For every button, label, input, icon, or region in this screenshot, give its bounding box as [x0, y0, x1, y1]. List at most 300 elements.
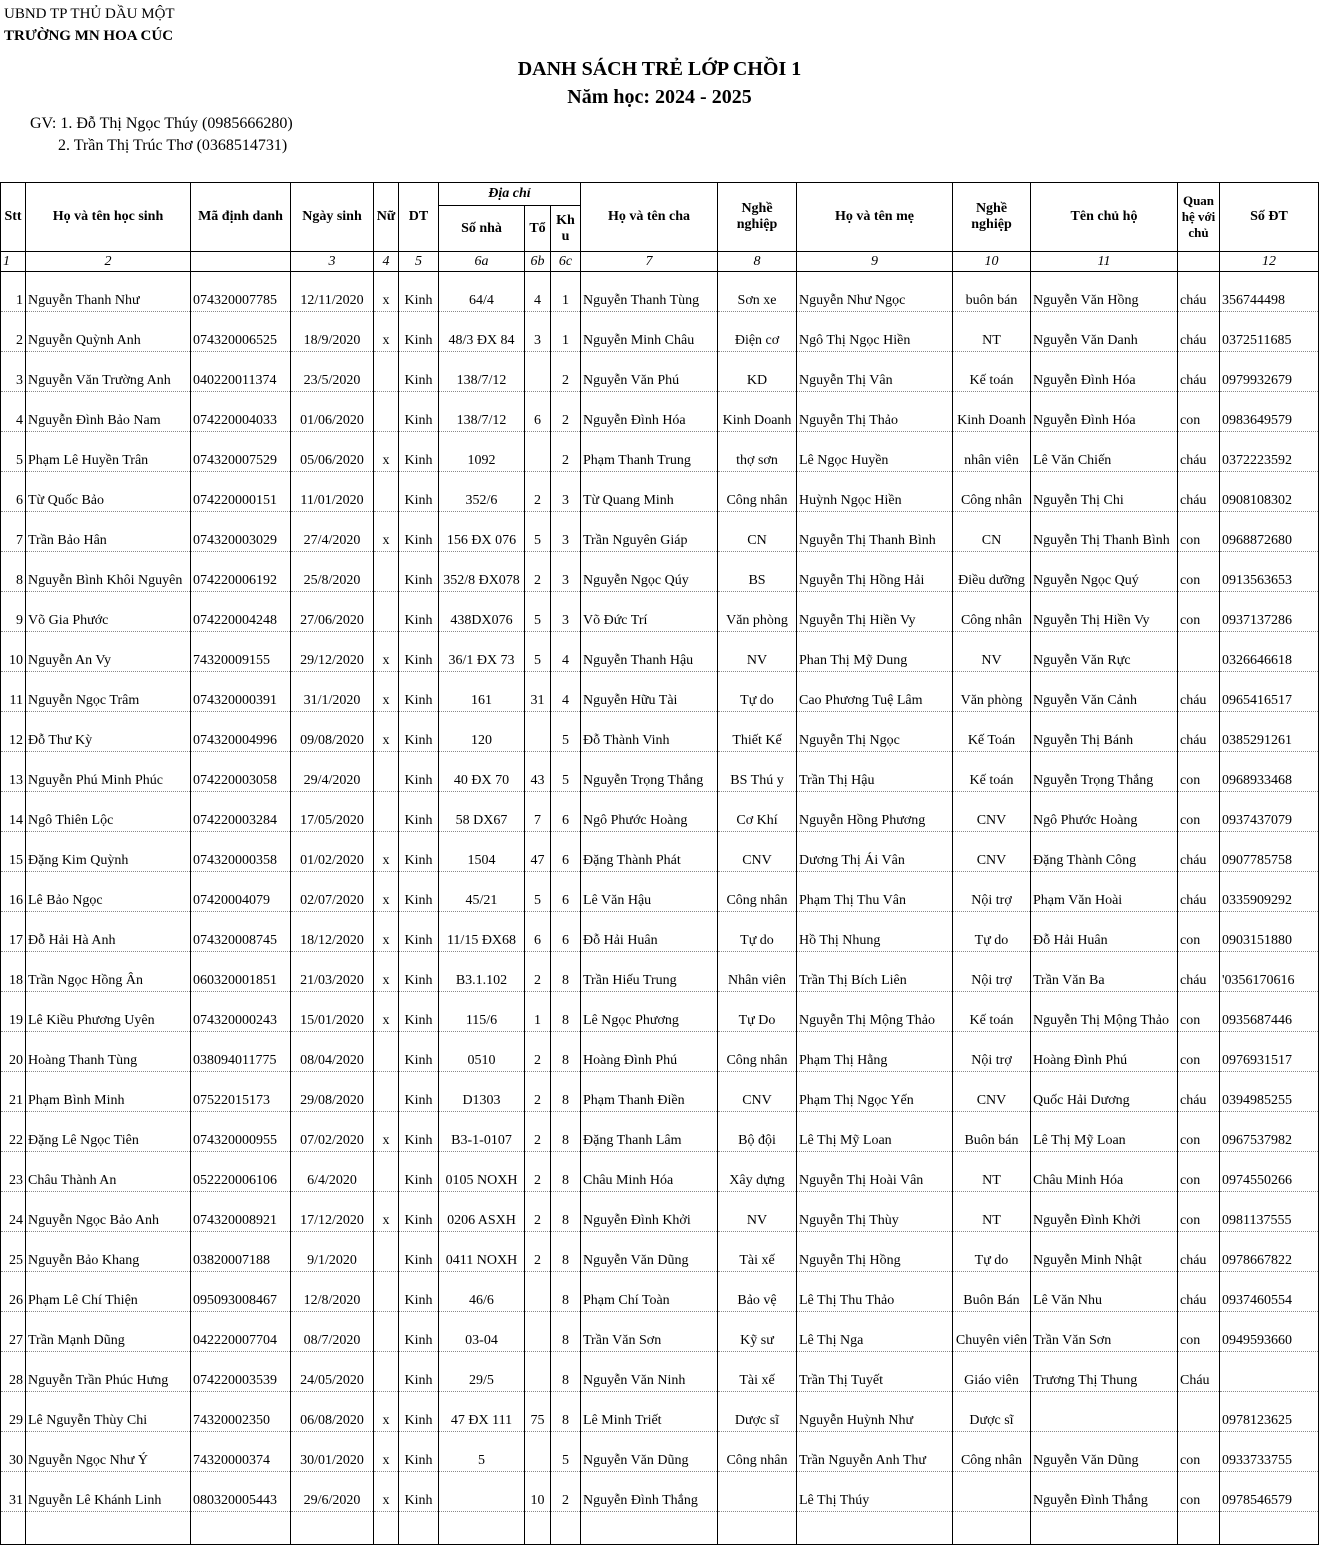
cell-mother: Nguyễn Thị Mộng Thảo: [797, 992, 953, 1032]
cell-ethnic: Kinh: [399, 1432, 439, 1472]
empty-cell: [525, 1512, 551, 1545]
cell-phone: 356744498: [1220, 272, 1319, 312]
table-row: [1, 1072, 1319, 1112]
col-to: Tổ: [525, 206, 551, 252]
cell-mother-job: CNV: [953, 1072, 1031, 1112]
cell-father: Nguyễn Trọng Thắng: [581, 752, 718, 792]
column-number: 12: [1220, 252, 1319, 272]
cell-mother-job: NT: [953, 1192, 1031, 1232]
cell-student-name: Châu Thành An: [26, 1152, 191, 1192]
cell-to: 2: [525, 472, 551, 512]
cell-stt: 21: [1, 1072, 26, 1112]
cell-father-job: Tài xế: [718, 1352, 797, 1392]
cell-female: x: [374, 1112, 399, 1152]
cell-id: 74320000374: [191, 1432, 291, 1472]
cell-father-job: Sơn xe: [718, 272, 797, 312]
cell-mother: Ngô Thị Ngọc Hiền: [797, 312, 953, 352]
cell-to: 2: [525, 952, 551, 992]
cell-student-name: Trần Mạnh Dũng: [26, 1312, 191, 1352]
cell-relation: cháu: [1178, 352, 1220, 392]
cell-khu: 8: [551, 1392, 581, 1432]
cell-female: x: [374, 272, 399, 312]
cell-stt: 2: [1, 312, 26, 352]
cell-mother: Nguyễn Thị Thùy: [797, 1192, 953, 1232]
cell-dob: 9/1/2020: [291, 1232, 374, 1272]
table-row: [1, 712, 1319, 752]
column-number: 6c: [551, 252, 581, 272]
cell-father-job: CNV: [718, 832, 797, 872]
cell-relation: cháu: [1178, 1072, 1220, 1112]
school-name: TRƯỜNG MN HOA CÚC: [4, 28, 174, 44]
empty-cell: [551, 1512, 581, 1545]
cell-father-job: thợ sơn: [718, 432, 797, 472]
cell-stt: 17: [1, 912, 26, 952]
cell-dob: 25/8/2020: [291, 552, 374, 592]
cell-khu: 1: [551, 272, 581, 312]
cell-household: Phạm Văn Hoài: [1031, 872, 1178, 912]
cell-house-no: 46/6: [439, 1272, 525, 1312]
cell-phone: [1220, 1352, 1319, 1392]
column-number: 11: [1031, 252, 1178, 272]
empty-cell: [718, 1512, 797, 1545]
cell-khu: 3: [551, 472, 581, 512]
cell-id: 074320004996: [191, 712, 291, 752]
cell-to: 5: [525, 872, 551, 912]
cell-female: [374, 792, 399, 832]
cell-relation: [1178, 632, 1220, 672]
cell-female: [374, 1352, 399, 1392]
teacher-line-2: 2. Trần Thị Trúc Thơ (0368514731): [58, 137, 288, 154]
cell-father-job: Kỹ sư: [718, 1312, 797, 1352]
cell-father-job: KD: [718, 352, 797, 392]
cell-student-name: Nguyễn Quỳnh Anh: [26, 312, 191, 352]
cell-house-no: 0510: [439, 1032, 525, 1072]
cell-house-no: 156 ĐX 076: [439, 512, 525, 552]
table-row: [1, 912, 1319, 952]
cell-house-no: 5: [439, 1432, 525, 1472]
cell-stt: 6: [1, 472, 26, 512]
cell-id: 03820007188: [191, 1232, 291, 1272]
cell-id: 080320005443: [191, 1472, 291, 1512]
cell-khu: 8: [551, 1032, 581, 1072]
cell-mother-job: Công nhân: [953, 592, 1031, 632]
cell-household: Nguyễn Văn Cảnh: [1031, 672, 1178, 712]
cell-ethnic: Kinh: [399, 1312, 439, 1352]
cell-mother: Lê Ngọc Huyền: [797, 432, 953, 472]
cell-id: 074320000243: [191, 992, 291, 1032]
cell-mother-job: NT: [953, 1152, 1031, 1192]
cell-id: 074320008921: [191, 1192, 291, 1232]
cell-mother: Lê Thị Thu Thảo: [797, 1272, 953, 1312]
cell-to: 2: [525, 1112, 551, 1152]
cell-household: Đỗ Hải Huân: [1031, 912, 1178, 952]
cell-stt: 22: [1, 1112, 26, 1152]
col-house-no: Số nhà: [439, 206, 525, 252]
cell-phone: 0976931517: [1220, 1032, 1319, 1072]
cell-house-no: 0206 ASXH: [439, 1192, 525, 1232]
cell-house-no: 120: [439, 712, 525, 752]
table-row: [1, 1272, 1319, 1312]
empty-row: [1, 1512, 1319, 1545]
cell-mother: Hồ Thị Nhung: [797, 912, 953, 952]
cell-household: Trần Văn Ba: [1031, 952, 1178, 992]
cell-household: Nguyễn Đình Hóa: [1031, 392, 1178, 432]
cell-household: Nguyễn Văn Danh: [1031, 312, 1178, 352]
cell-phone: 0981137555: [1220, 1192, 1319, 1232]
school-year: Năm học: 2024 - 2025: [567, 86, 752, 108]
cell-id: 042220007704: [191, 1312, 291, 1352]
cell-relation: cháu: [1178, 312, 1220, 352]
cell-phone: 0983649579: [1220, 392, 1319, 432]
cell-house-no: 1092: [439, 432, 525, 472]
cell-household: Đặng Thành Công: [1031, 832, 1178, 872]
cell-household: Lê Thị Mỹ Loan: [1031, 1112, 1178, 1152]
cell-female: x: [374, 992, 399, 1032]
cell-ethnic: Kinh: [399, 1352, 439, 1392]
cell-mother: Nguyễn Thị Hồng: [797, 1232, 953, 1272]
table-row: [1, 1312, 1319, 1352]
cell-ethnic: Kinh: [399, 1232, 439, 1272]
cell-khu: 8: [551, 952, 581, 992]
cell-phone: 0935687446: [1220, 992, 1319, 1032]
table-header: [1, 183, 1319, 272]
cell-relation: cháu: [1178, 1272, 1220, 1312]
cell-mother-job: CNV: [953, 832, 1031, 872]
cell-id: 074220006192: [191, 552, 291, 592]
cell-student-name: Lê Kiều Phương Uyên: [26, 992, 191, 1032]
cell-dob: 24/05/2020: [291, 1352, 374, 1392]
cell-female: [374, 1072, 399, 1112]
cell-father-job: Cơ Khí: [718, 792, 797, 832]
cell-house-no: B3.1.102: [439, 952, 525, 992]
cell-dob: 18/12/2020: [291, 912, 374, 952]
cell-mother-job: NV: [953, 632, 1031, 672]
cell-id: 074220003284: [191, 792, 291, 832]
cell-student-name: Nguyễn Trần Phúc Hưng: [26, 1352, 191, 1392]
cell-to: 5: [525, 512, 551, 552]
cell-household: Ngô Phước Hoàng: [1031, 792, 1178, 832]
cell-phone: 0978667822: [1220, 1232, 1319, 1272]
cell-mother-job: nhân viên: [953, 432, 1031, 472]
cell-stt: 18: [1, 952, 26, 992]
cell-ethnic: Kinh: [399, 792, 439, 832]
col-phone: Số ĐT: [1220, 183, 1319, 252]
cell-id: 074320008745: [191, 912, 291, 952]
cell-relation: con: [1178, 1032, 1220, 1072]
agency-name: UBND TP THỦ DẦU MỘT: [4, 6, 175, 22]
cell-female: x: [374, 632, 399, 672]
table-row: [1, 552, 1319, 592]
cell-phone: 0385291261: [1220, 712, 1319, 752]
cell-mother-job: Kế toán: [953, 352, 1031, 392]
cell-student-name: Nguyễn Văn Trường Anh: [26, 352, 191, 392]
cell-father: Lê Văn Hậu: [581, 872, 718, 912]
cell-mother: Nguyễn Thị Thanh Bình: [797, 512, 953, 552]
cell-father: Nguyễn Văn Dũng: [581, 1232, 718, 1272]
cell-to: 2: [525, 552, 551, 592]
cell-dob: 17/12/2020: [291, 1192, 374, 1232]
cell-female: [374, 1232, 399, 1272]
cell-dob: 18/9/2020: [291, 312, 374, 352]
cell-mother: Nguyễn Thị Hồng Hải: [797, 552, 953, 592]
cell-household: Nguyễn Thị Chi: [1031, 472, 1178, 512]
cell-to: 5: [525, 632, 551, 672]
cell-mother-job: Văn phòng: [953, 672, 1031, 712]
cell-student-name: Phạm Lê Chí Thiện: [26, 1272, 191, 1312]
cell-female: x: [374, 672, 399, 712]
cell-female: x: [374, 872, 399, 912]
cell-ethnic: Kinh: [399, 912, 439, 952]
cell-student-name: Đỗ Hải Hà Anh: [26, 912, 191, 952]
cell-ethnic: Kinh: [399, 432, 439, 472]
cell-father: Đỗ Hải Huân: [581, 912, 718, 952]
cell-house-no: [439, 1472, 525, 1512]
column-number: 4: [374, 252, 399, 272]
table-row: [1, 1352, 1319, 1392]
cell-stt: 10: [1, 632, 26, 672]
cell-father-job: [718, 1472, 797, 1512]
cell-stt: 29: [1, 1392, 26, 1432]
cell-student-name: Đặng Kim Quỳnh: [26, 832, 191, 872]
cell-id: 74320009155: [191, 632, 291, 672]
cell-ethnic: Kinh: [399, 472, 439, 512]
cell-id: 074320000391: [191, 672, 291, 712]
column-number: 3: [291, 252, 374, 272]
table-row: [1, 592, 1319, 632]
table-row: [1, 1232, 1319, 1272]
table-row: [1, 1432, 1319, 1472]
cell-khu: 3: [551, 592, 581, 632]
cell-dob: 12/11/2020: [291, 272, 374, 312]
cell-house-no: 438DX076: [439, 592, 525, 632]
table-row: [1, 672, 1319, 712]
cell-ethnic: Kinh: [399, 312, 439, 352]
cell-stt: 28: [1, 1352, 26, 1392]
cell-ethnic: Kinh: [399, 1152, 439, 1192]
cell-student-name: Nguyễn Thanh Như: [26, 272, 191, 312]
cell-student-name: Ngô Thiên Lộc: [26, 792, 191, 832]
cell-student-name: Nguyễn Ngọc Trâm: [26, 672, 191, 712]
cell-female: x: [374, 832, 399, 872]
table-row: [1, 1392, 1319, 1432]
cell-dob: 09/08/2020: [291, 712, 374, 752]
cell-mother: Dương Thị Ái Vân: [797, 832, 953, 872]
table-row: [1, 792, 1319, 832]
cell-mother: Trần Thị Hậu: [797, 752, 953, 792]
cell-to: 6: [525, 912, 551, 952]
column-number: [1178, 252, 1220, 272]
cell-household: Nguyễn Thị Bánh: [1031, 712, 1178, 752]
cell-mother-job: Công nhân: [953, 472, 1031, 512]
cell-id: 07420004079: [191, 872, 291, 912]
cell-stt: 31: [1, 1472, 26, 1512]
cell-house-no: 36/1 ĐX 73: [439, 632, 525, 672]
cell-household: Quốc Hải Dương: [1031, 1072, 1178, 1112]
empty-cell: [26, 1512, 191, 1545]
cell-relation: con: [1178, 1432, 1220, 1472]
cell-mother: Nguyễn Như Ngọc: [797, 272, 953, 312]
cell-father: Nguyễn Đình Thắng: [581, 1472, 718, 1512]
cell-phone: 0965416517: [1220, 672, 1319, 712]
cell-father: Trần Hiếu Trung: [581, 952, 718, 992]
document-header: [4, 3, 175, 47]
column-number: 1: [1, 252, 26, 272]
cell-female: [374, 392, 399, 432]
cell-khu: 8: [551, 1232, 581, 1272]
cell-house-no: 352/6: [439, 472, 525, 512]
cell-house-no: 45/21: [439, 872, 525, 912]
cell-mother-job: Dược sĩ: [953, 1392, 1031, 1432]
cell-id: 060320001851: [191, 952, 291, 992]
cell-stt: 13: [1, 752, 26, 792]
cell-house-no: 0105 NOXH: [439, 1152, 525, 1192]
cell-female: x: [374, 1392, 399, 1432]
cell-to: 43: [525, 752, 551, 792]
table-row: [1, 352, 1319, 392]
cell-relation: con: [1178, 1312, 1220, 1352]
cell-dob: 29/4/2020: [291, 752, 374, 792]
cell-ethnic: Kinh: [399, 1392, 439, 1432]
empty-cell: [1031, 1512, 1178, 1545]
table-row: [1, 392, 1319, 432]
cell-phone: 0372223592: [1220, 432, 1319, 472]
cell-dob: 11/01/2020: [291, 472, 374, 512]
cell-student-name: Nguyễn Đình Bảo Nam: [26, 392, 191, 432]
cell-khu: 8: [551, 1152, 581, 1192]
cell-household: Nguyễn Văn Dũng: [1031, 1432, 1178, 1472]
cell-id: 074320003029: [191, 512, 291, 552]
col-ethnic: DT: [399, 183, 439, 252]
cell-mother: Lê Thị Thúy: [797, 1472, 953, 1512]
cell-dob: 01/06/2020: [291, 392, 374, 432]
cell-father: Ngô Phước Hoàng: [581, 792, 718, 832]
col-female: Nữ: [374, 183, 399, 252]
cell-father-job: Tự do: [718, 912, 797, 952]
cell-to: 7: [525, 792, 551, 832]
cell-phone: 0908108302: [1220, 472, 1319, 512]
cell-to: 6: [525, 392, 551, 432]
cell-khu: 1: [551, 312, 581, 352]
col-household: Tên chủ hộ: [1031, 183, 1178, 252]
cell-father-job: Tự Do: [718, 992, 797, 1032]
cell-id: 074220004033: [191, 392, 291, 432]
cell-phone: 0967537982: [1220, 1112, 1319, 1152]
cell-student-name: Trần Ngọc Hồng Ân: [26, 952, 191, 992]
cell-ethnic: Kinh: [399, 1472, 439, 1512]
cell-mother-job: Kế toán: [953, 992, 1031, 1032]
cell-house-no: 47 ĐX 111: [439, 1392, 525, 1432]
cell-relation: con: [1178, 792, 1220, 832]
cell-household: Nguyễn Minh Nhật: [1031, 1232, 1178, 1272]
cell-dob: 15/01/2020: [291, 992, 374, 1032]
cell-mother-job: Chuyên viên: [953, 1312, 1031, 1352]
cell-mother-job: Kế Toán: [953, 712, 1031, 752]
empty-cell: [291, 1512, 374, 1545]
table-row: [1, 512, 1319, 552]
column-number: 5: [399, 252, 439, 272]
cell-household: Hoàng Đình Phú: [1031, 1032, 1178, 1072]
cell-female: [374, 1152, 399, 1192]
cell-id: 074220004248: [191, 592, 291, 632]
cell-relation: con: [1178, 1472, 1220, 1512]
cell-female: x: [374, 712, 399, 752]
col-id: Mã định danh: [191, 183, 291, 252]
cell-father: Nguyễn Hữu Tài: [581, 672, 718, 712]
cell-female: x: [374, 1472, 399, 1512]
cell-ethnic: Kinh: [399, 1112, 439, 1152]
cell-mother: Nguyễn Thị Vân: [797, 352, 953, 392]
cell-mother: Nguyễn Thị Hoài Vân: [797, 1152, 953, 1192]
cell-house-no: 29/5: [439, 1352, 525, 1392]
cell-father: Từ Quang Minh: [581, 472, 718, 512]
cell-father-job: Kinh Doanh: [718, 392, 797, 432]
cell-student-name: Nguyễn Lê Khánh Linh: [26, 1472, 191, 1512]
cell-dob: 06/08/2020: [291, 1392, 374, 1432]
cell-female: [374, 552, 399, 592]
cell-id: 074220003058: [191, 752, 291, 792]
col-stt: Stt: [1, 183, 26, 252]
cell-khu: 8: [551, 1072, 581, 1112]
table-body: [1, 272, 1319, 1545]
cell-phone: 0968872680: [1220, 512, 1319, 552]
cell-relation: con: [1178, 552, 1220, 592]
cell-father-job: Bộ đội: [718, 1112, 797, 1152]
cell-relation: [1178, 1392, 1220, 1432]
table-row: [1, 1192, 1319, 1232]
cell-relation: cháu: [1178, 672, 1220, 712]
cell-father: Phạm Thanh Điền: [581, 1072, 718, 1112]
cell-dob: 02/07/2020: [291, 872, 374, 912]
cell-household: Châu Minh Hóa: [1031, 1152, 1178, 1192]
cell-household: Nguyễn Đình Khởi: [1031, 1192, 1178, 1232]
cell-ethnic: Kinh: [399, 672, 439, 712]
cell-to: 2: [525, 1232, 551, 1272]
col-father-job: Nghề nghiệp: [718, 183, 797, 252]
cell-mother: Trần Thị Bích Liên: [797, 952, 953, 992]
table-row: [1, 752, 1319, 792]
cell-phone: 0937460554: [1220, 1272, 1319, 1312]
cell-khu: 4: [551, 672, 581, 712]
teacher-line-1: GV: 1. Đỗ Thị Ngọc Thúy (0985666280): [30, 115, 293, 132]
cell-mother-job: Tự do: [953, 1232, 1031, 1272]
cell-father: Hoàng Đình Phú: [581, 1032, 718, 1072]
cell-ethnic: Kinh: [399, 1032, 439, 1072]
cell-stt: 23: [1, 1152, 26, 1192]
cell-father: Nguyễn Văn Phú: [581, 352, 718, 392]
cell-mother: Cao Phương Tuệ Lâm: [797, 672, 953, 712]
cell-house-no: 138/7/12: [439, 352, 525, 392]
cell-student-name: Nguyễn An Vy: [26, 632, 191, 672]
cell-father-job: BS Thú y: [718, 752, 797, 792]
cell-dob: 31/1/2020: [291, 672, 374, 712]
cell-ethnic: Kinh: [399, 1072, 439, 1112]
cell-mother: Nguyễn Thị Ngọc: [797, 712, 953, 752]
cell-student-name: Nguyễn Ngọc Như Ý: [26, 1432, 191, 1472]
cell-student-name: Đặng Lê Ngọc Tiên: [26, 1112, 191, 1152]
cell-mother: Phạm Thị Ngọc Yến: [797, 1072, 953, 1112]
cell-dob: 01/02/2020: [291, 832, 374, 872]
cell-father-job: Thiết Kế: [718, 712, 797, 752]
cell-student-name: Võ Gia Phước: [26, 592, 191, 632]
cell-khu: 5: [551, 712, 581, 752]
cell-phone: 0335909292: [1220, 872, 1319, 912]
cell-father: Nguyễn Văn Dũng: [581, 1432, 718, 1472]
cell-mother-job: CN: [953, 512, 1031, 552]
cell-mother: Phạm Thị Hằng: [797, 1032, 953, 1072]
empty-cell: [191, 1512, 291, 1545]
student-roster-table: [0, 182, 1319, 1545]
cell-khu: 2: [551, 392, 581, 432]
